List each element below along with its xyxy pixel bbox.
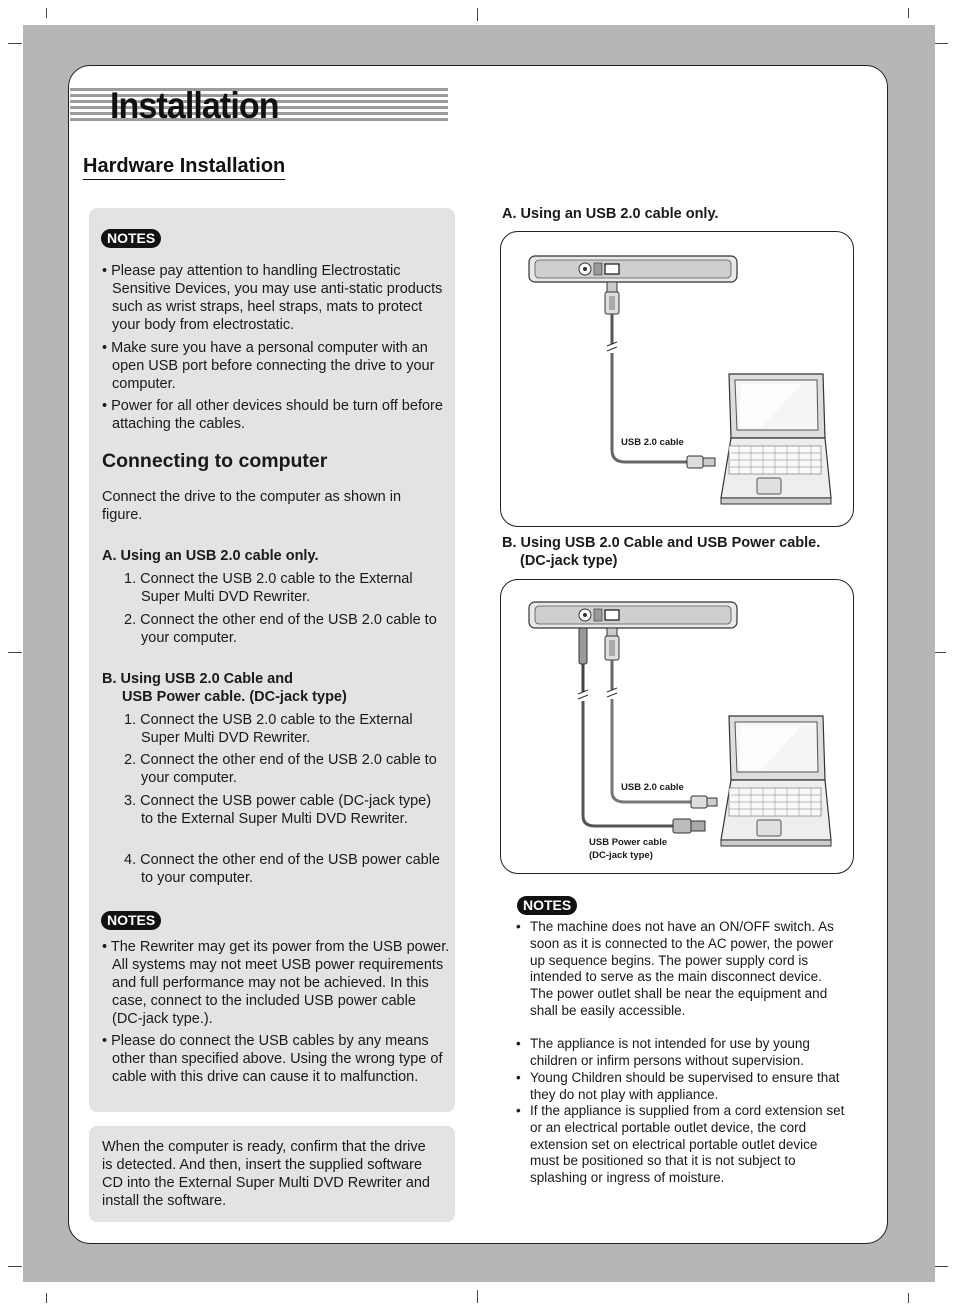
figure-a	[500, 231, 854, 527]
note-item: • The Rewriter may get its power from the USB power. All systems may not meet USB power requirements and full performance may not be achieved. In this case, connect to the included USB power cable (DC-jack type.).	[102, 939, 450, 1027]
figure-a-caption: A. Using an USB 2.0 cable only.	[502, 206, 719, 222]
connecting-intro: Connect the drive to the computer as shown in figure.	[102, 489, 402, 523]
crop-mark	[934, 1266, 948, 1267]
section-title: Hardware Installation	[83, 155, 285, 180]
note-item: • The machine does not have an ON/OFF switch. As soon as it is connected to the AC power, the power up sequence begins. The power supply cord is intended to serve as the main disconnect device. The power outlet shall be near the equipment and shall be easily accessible.	[516, 919, 834, 1018]
crop-mark	[934, 43, 948, 44]
figure-b-caption: B. Using USB 2.0 Cable and USB Power cable. (DC-jack type)	[502, 535, 821, 569]
crop-mark	[477, 1290, 478, 1303]
crop-mark	[8, 652, 22, 653]
final-note-text: When the computer is ready, confirm that the drive is detected. And then, insert the supplied software CD into the External Super Multi DVD Rewriter and install the software.	[102, 1139, 430, 1209]
step-item: 3. Connect the USB power cable (DC-jack type) to the External Super Multi DVD Rewriter.	[124, 793, 432, 827]
step-item: 4. Connect the other end of the USB power cable to your computer.	[124, 852, 440, 886]
step-item: 2. Connect the other end of the USB 2.0 cable to your computer.	[124, 612, 437, 646]
note-item: • Power for all other devices should be turn off before attaching the cables.	[102, 398, 443, 432]
usb-cable-label: USB 2.0 cable	[621, 437, 684, 448]
note-item: • Young Children should be supervised to ensure that they do not play with appliance.	[516, 1070, 840, 1102]
section-b-title: B. Using USB 2.0 Cable and USB Power cable. (DC-jack type)	[102, 671, 347, 705]
note-item: • The appliance is not intended for use by young children or infirm persons without supervision.	[516, 1036, 810, 1068]
figure-b	[500, 579, 854, 874]
notes-badge: NOTES	[101, 911, 161, 930]
step-item: 2. Connect the other end of the USB 2.0 cable to your computer.	[124, 752, 437, 786]
crop-mark	[908, 1293, 909, 1303]
note-item: • If the appliance is supplied from a cord extension set or an electrical portable outlet device, the cord extension set on electrical portable outlet device must be positioned so that it is not subject to splashing or ingress of moisture.	[516, 1103, 845, 1186]
notes-badge: NOTES	[517, 896, 577, 915]
crop-mark	[477, 8, 478, 21]
connecting-heading: Connecting to computer	[102, 450, 328, 472]
crop-mark	[46, 8, 47, 18]
crop-mark	[46, 1293, 47, 1303]
crop-mark	[908, 8, 909, 18]
page-title: Installation	[110, 85, 279, 126]
usb-power-cable-label: USB Power cable (DC-jack type)	[589, 837, 668, 861]
crop-mark	[8, 1266, 22, 1267]
step-item: 1. Connect the USB 2.0 cable to the External Super Multi DVD Rewriter.	[124, 571, 413, 605]
figure-b-illustration	[501, 580, 853, 873]
figure-a-illustration	[501, 232, 853, 526]
section-a-title: A. Using an USB 2.0 cable only.	[102, 548, 319, 564]
step-item: 1. Connect the USB 2.0 cable to the External Super Multi DVD Rewriter.	[124, 712, 413, 746]
note-item: • Make sure you have a personal computer with an open USB port before connecting the drive to your computer.	[102, 340, 435, 392]
crop-mark	[8, 43, 22, 44]
notes-badge: NOTES	[101, 229, 161, 248]
note-item: • Please pay attention to handling Electrostatic Sensitive Devices, you may use anti-static products such as wrist straps, heel straps, mats to protect your body from electrostatic.	[102, 263, 443, 333]
usb-cable-label: USB 2.0 cable	[621, 782, 684, 793]
note-item: • Please do connect the USB cables by any means other than specified above. Using the wrong type of cable with this drive can cause it to malfunction.	[102, 1033, 443, 1085]
